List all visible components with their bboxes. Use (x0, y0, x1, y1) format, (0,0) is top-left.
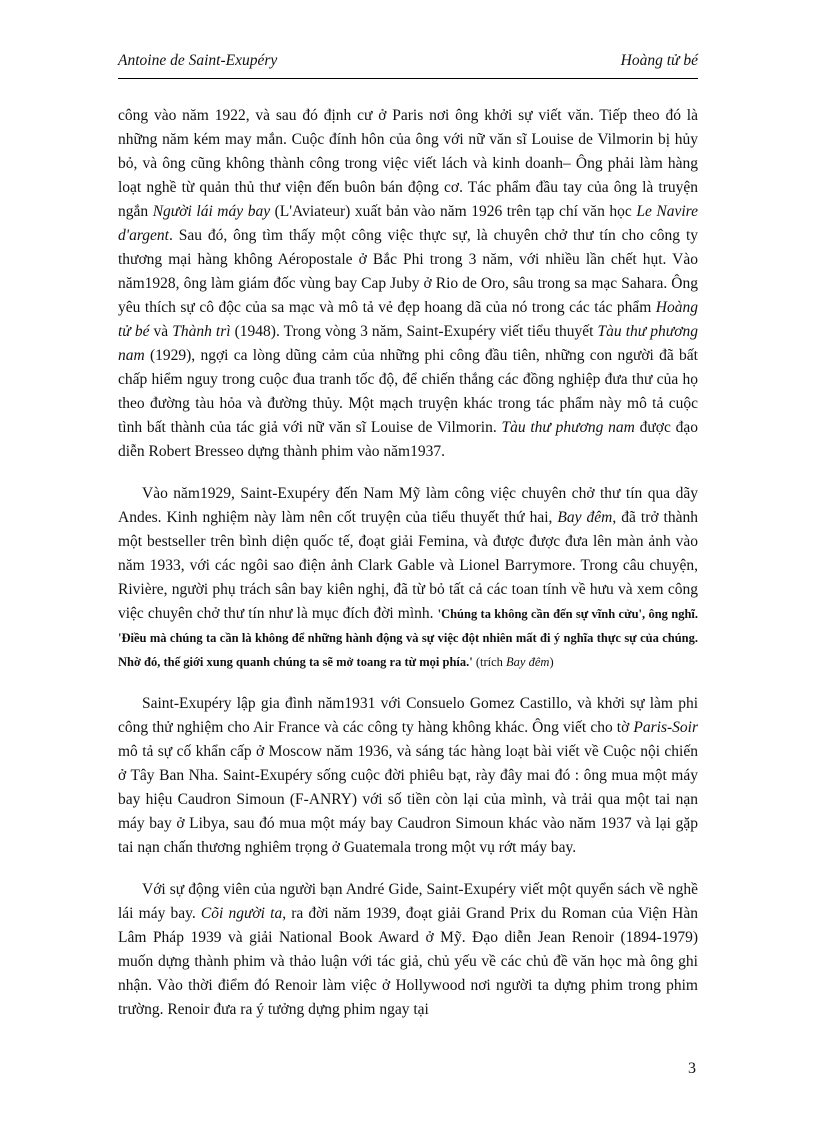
header-book-title: Hoàng tử bé (620, 52, 698, 69)
paragraph-3: Saint-Exupéry lập gia đình năm1931 với Consuelo Gomez Castillo, và khởi sự làm phi công thử nghiệm cho Air France và các công ty hàng không khác. Ông viết cho tờ Paris-Soir mô tả sự cố khẩn cấp ở Moscow năm 1936, và sáng tác hàng loạt bài viết về Cuộc nội chiến ở Tây Ban Nha. Saint-Exupéry sống cuộc đời phiêu bạt, rày đây mai đó : ông mua một máy bay hiệu Caudron Simoun (F-ANRY) với số tiền còn lại của mình, và trải qua một tai nạn máy bay ở Libya, sau đó mua một máy bay Caudron Simoun khác vào năm 1937 và lại gặp tai nạn chấn thương nghiêm trọng ở Guatemala trong một vụ rớt máy bay. (118, 695, 698, 856)
paragraph-1: công vào năm 1922, và sau đó định cư ở Paris nơi ông khởi sự viết văn. Tiếp theo đó là những năm kém may mắn. Cuộc đính hôn của ông với nữ văn sĩ Louise de Vilmorin bị hủy bỏ, và ông cũng không thành công trong việc viết lách và kinh doanh– Ông phải làm hàng loạt nghề từ quản thủ thư viện đến buôn bán động cơ. Tác phẩm đầu tay của ông là truyện ngắn Người lái máy bay (L'Aviateur) xuất bản vào năm 1926 trên tạp chí văn học Le Navire d'argent. Sau đó, ông tìm thấy một công việc thực sự, là chuyên chở thư tín cho công ty thương mại hàng không Aéropostale ở Bắc Phi trong 3 năm, với nhiều lần chết hụt. Vào năm1928, ông làm giám đốc vùng bay Cap Juby ở Rio de Oro, sâu trong sa mạc Sahara. Ông yêu thích sự cô độc của sa mạc và mô tả vẻ đẹp hoang dã của nó trong các tác phẩm Hoàng tử bé và Thành trì (1948). Trong vòng 3 năm, Saint-Exupéry viết tiểu thuyết Tàu thư phương nam (1929), ngợi ca lòng dũng cảm của những phi công đầu tiên, những con người đã bất chấp hiểm nguy trong cuộc đua tranh tốc độ, để chiến thắng các đồng nghiệp đưa thư của họ theo đường tàu hỏa và đường thủy. Một mạch truyện khác trong tác phẩm này mô tả cuộc tình bất thành của tác giả với nữ văn sĩ Louise de Vilmorin. Tàu thư phương nam được đạo diễn Robert Bresseo dựng thành phim vào năm1937. (118, 107, 699, 460)
paragraph-2: Vào năm1929, Saint-Exupéry đến Nam Mỹ làm công việc chuyên chở thư tín qua dãy Andes. Kinh nghiệm này làm nên cốt truyện của tiểu thuyết thứ hai, Bay đêm, đã trở thành một bestseller trên bình diện quốc tế, đoạt giải Femina, và được được đưa lên màn ảnh vào năm 1933, với các ngôi sao điện ảnh Clark Gable và Lionel Barrymore. Trong câu chuyện, Rivière, người phụ trách sân bay kiên nghị, đã từ bỏ tất cả các toan tính về hưu và xem công việc chuyên chở thư tín như là mục đích đời mình. 'Chúng ta không cần đến sự vĩnh cửu', ông nghĩ. 'Điều mà chúng ta cần là không để những hành động và sự việc đột nhiên mất đi ý nghĩa thực sự của chúng. Nhờ đó, thế giới xung quanh chúng ta sẽ mở toang ra từ mọi phía.' (trích Bay đêm) (118, 485, 698, 669)
page-number: 3 (688, 1060, 696, 1077)
header-author: Antoine de Saint-Exupéry (118, 52, 278, 69)
quote: 'Chúng ta không cần đến sự vĩnh cửu', ông nghĩ. 'Điều mà chúng ta cần là không để những hành động và sự việc đột nhiên mất đi ý nghĩa thực sự của chúng. Nhờ đó, thế giới xung quanh chúng ta sẽ mở toang ra từ mọi phía.' (118, 607, 698, 669)
paragraph-4: Với sự động viên của người bạn André Gide, Saint-Exupéry viết một quyển sách về nghề lái máy bay. Cõi người ta, ra đời năm 1939, đoạt giải Grand Prix du Roman của Viện Hàn Lâm Pháp 1939 và giải National Book Award ở Mỹ. Đạo diễn Jean Renoir (1894-1979) muốn dựng thành phim và thảo luận với tác giả, chủ yếu về các chủ đề văn học mà ông ghi nhận. Vào thời điểm đó Renoir làm việc ở Hollywood nơi người ta dựng phim trong phim trường. Renoir đưa ra ý tưởng dựng phim ngay tại (118, 881, 698, 1018)
page-header (118, 52, 698, 79)
page-body (118, 104, 698, 1040)
